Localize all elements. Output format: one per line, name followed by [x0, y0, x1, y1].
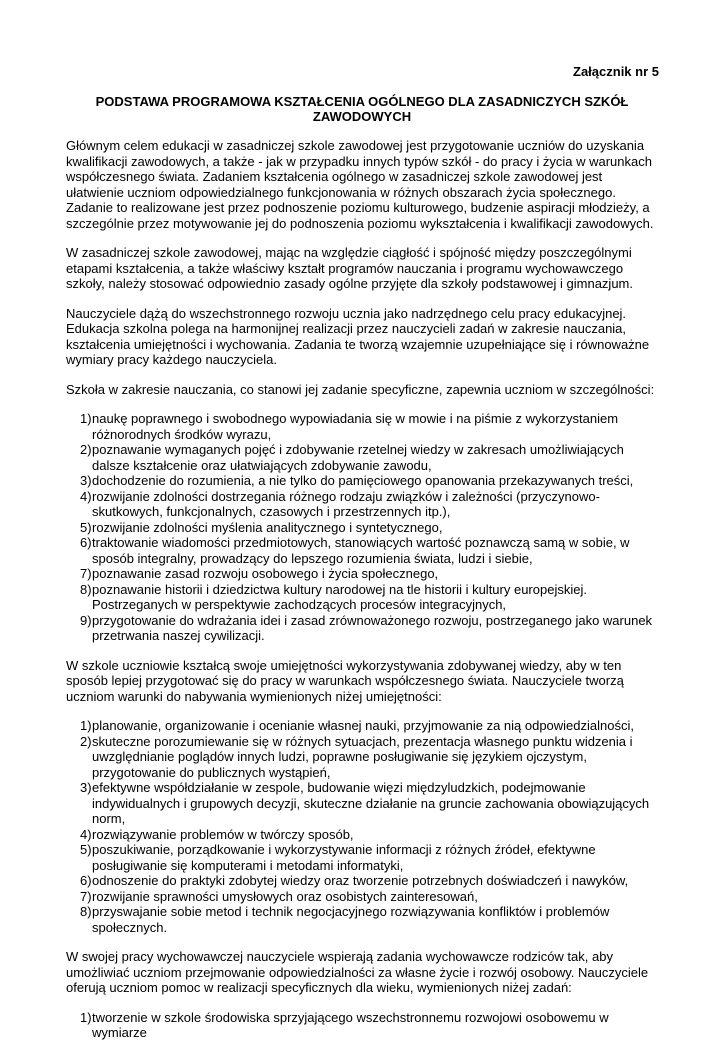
list-item — [80, 827, 658, 843]
document-body — [66, 138, 658, 1055]
list-item-number: 1) — [80, 411, 92, 426]
list-item-number: 7) — [80, 888, 92, 904]
list-item — [80, 613, 658, 644]
list-item — [80, 718, 658, 734]
list-item-text: rozwijanie sprawności umysłowych oraz osobistych zainteresowań, — [92, 888, 478, 904]
list-item-text: poznawanie zasad rozwoju osobowego i życia społecznego, — [92, 566, 439, 581]
list-item — [80, 442, 658, 473]
list-item — [80, 535, 658, 566]
list-item — [80, 889, 658, 905]
list-item-text: rozwijanie zdolności dostrzegania różnego rodzaju związków i zależności (przyczynowo-skutkowych, funkcjonalnych, czasowych i przestrzennych itp.), — [92, 488, 600, 519]
paragraph-5: W szkole uczniowie kształcą swoje umiejętności wykorzystywania zdobywanej wiedzy, aby w ten sposób lepiej przygotować się do pracy w warunkach współczesnego świata. Nauczyciele tworzą uczniom warunki do nabywania wymienionych niżej umiejętności: — [66, 657, 624, 704]
list-item-text: odnoszenie do praktyki zdobytej wiedzy oraz tworzenie potrzebnych doświadczeń i nawyków, — [92, 873, 629, 888]
document-title: PODSTAWA PROGRAMOWA KSZTAŁCENIA OGÓLNEGO DLA ZASADNICZYCH SZKÓŁ ZAWODOWYCH — [95, 94, 629, 124]
list-item-number: 5) — [80, 842, 92, 857]
list-item-number: 5) — [80, 519, 92, 535]
attachment-label: Załącznik nr 5 — [573, 64, 659, 79]
list-item-text: rozwiązywanie problemów w twórczy sposób, — [92, 826, 354, 842]
list-item-text: efektywne współdziałanie w zespole, budowanie więzi międzyludzkich, podejmowanie indywidualnych i grupowych decyzji, skuteczne działanie na gruncie zachowania obowiązujących norm, — [92, 780, 650, 826]
list-item — [80, 582, 658, 613]
list-item-text: skuteczne porozumiewanie się w różnych sytuacjach, prezentacja własnego punktu widzenia i uwzględnianie poglądów innych ludzi, poprawne posługiwanie się językiem ojczystym, przygotowanie do publicznych wystąpień, — [92, 733, 633, 780]
skills-list — [66, 718, 658, 935]
list-item-number: 2) — [80, 733, 92, 749]
list-item — [80, 1010, 658, 1041]
paragraph-4: Szkoła w zakresie nauczania, co stanowi jej zadanie specyficzne, zapewnia uczniom w szczególności: — [66, 381, 655, 397]
list-item — [80, 842, 658, 873]
list-item-text: traktowanie wiadomości przedmiotowych, stanowiących wartość poznawczą samą w sobie, w sposób integralny, prowadzący do lepszego rozumienia świata, ludzi i siebie, — [92, 535, 630, 566]
list-item-number: 4) — [80, 826, 92, 842]
list-item-text: rozwijanie zdolności myślenia analitycznego i syntetycznego, — [92, 519, 443, 535]
paragraph-3: Nauczyciele dążą do wszechstronnego rozwoju ucznia jako nadrzędnego celu pracy edukacyjnej. Edukacja szkolna polega na harmonijnej realizacji przez nauczycieli zadań w zakresie nauczania, kształcenia umiejętności i wychowania. Zadania te tworzą wzajemnie uzupełniające się i równoważne wymiary pracy każdego nauczyciela. — [66, 305, 650, 367]
list-item — [80, 780, 658, 827]
list-item-number: 1) — [80, 1009, 92, 1025]
list-item-text: planowanie, organizowanie i ocenianie własnej nauki, przyjmowanie za nią odpowiedzialności, — [92, 718, 634, 733]
list-item-text: poznawanie historii i dziedzictwa kultury narodowej na tle historii i kultury europejskiej. Postrzeganych w perspektywie zachodzących procesów integracyjnych, — [92, 581, 587, 612]
list-item — [80, 566, 658, 582]
list-item-text: naukę poprawnego i swobodnego wypowiadania się w mowie i na piśmie z wykorzystaniem różnorodnych środków wyrazu, — [92, 411, 619, 442]
list-item-number: 8) — [80, 581, 92, 597]
list-item-number: 3) — [80, 473, 92, 488]
educational-tasks-list — [66, 1010, 658, 1041]
list-item-number: 2) — [80, 442, 92, 457]
list-item-text: poznawanie wymaganych pojęć i zdobywanie rzetelnej wiedzy w zakresach umożliwiających dalsze kształcenie oraz ułatwiających zdobywanie zawodu, — [92, 442, 624, 473]
list-item-number: 3) — [80, 780, 92, 795]
list-item-text: dochodzenie do rozumienia, a nie tylko do pamięciowego opanowania przekazywanych treści, — [92, 473, 634, 488]
list-item-number: 6) — [80, 535, 92, 550]
list-item — [80, 734, 658, 781]
list-item-number: 6) — [80, 873, 92, 888]
teaching-tasks-list — [66, 411, 658, 644]
list-item-number: 4) — [80, 488, 92, 504]
list-item-text: tworzenie w szkole środowiska sprzyjającego wszechstronnemu rozwojowi osobowemu w wymiarze — [92, 1009, 609, 1040]
list-item-text: przyswajanie sobie metod i technik negocjacyjnego rozwiązywania konfliktów i problemów społecznych. — [92, 904, 610, 935]
list-item-number: 1) — [80, 718, 92, 733]
paragraph-1: Głównym celem edukacji w zasadniczej szkole zawodowej jest przygotowanie uczniów do uzyskania kwalifikacji zawodowych, a także - jak w przypadku innych typów szkół - do pracy i życia w warunkach współczesnego świata. Zadaniem kształcenia ogólnego w zasadniczej szkole zawodowej jest ułatwienie uczniom odpowiedzialnego funkcjonowania w różnych obszarach życia społecznego. Zadanie to realizowane jest przez podnoszenie poziomu kulturowego, budzenie aspiracji młodzieży, a szczególnie przez motywowanie jej do podnoszenia poziomu wykształcenia i kwalifikacji zawodowych. — [66, 138, 654, 231]
list-item-number: 8) — [80, 904, 92, 919]
list-item-number: 9) — [80, 612, 92, 628]
list-item-text: przygotowanie do wdrażania idei i zasad zrównoważonego rozwoju, postrzeganego jako warunek przetrwania naszej cywilizacji. — [92, 612, 653, 643]
list-item-number: 7) — [80, 566, 92, 581]
list-item — [80, 411, 658, 442]
paragraph-2: W zasadniczej szkole zawodowej, mając na względzie ciągłość i spójność między poszczególnymi etapami kształcenia, a także właściwy kształt programów nauczania i programu wychowawczego szkoły, należy stosować odpowiednio zasady ogólne przyjęte dla szkoły podstawowej i gimnazjum. — [66, 245, 633, 291]
list-item-text: poszukiwanie, porządkowanie i wykorzystywanie informacji z różnych źródeł, efektywne posługiwanie się komputerami i metodami informatyki, — [92, 842, 596, 873]
list-item — [80, 520, 658, 536]
list-item — [80, 473, 658, 489]
paragraph-6: W swojej pracy wychowawczej nauczyciele wspierają zadania wychowawcze rodziców tak, aby umożliwiać uczniom przejmowanie odpowiedzialności za własne życie i rozwój osobowy. Nauczyciele oferują uczniom pomoc w realizacji specyficznych dla wieku, wymienionych niżej zadań: — [66, 949, 649, 995]
list-item — [80, 489, 658, 520]
list-item — [80, 873, 658, 889]
list-item — [80, 904, 658, 935]
